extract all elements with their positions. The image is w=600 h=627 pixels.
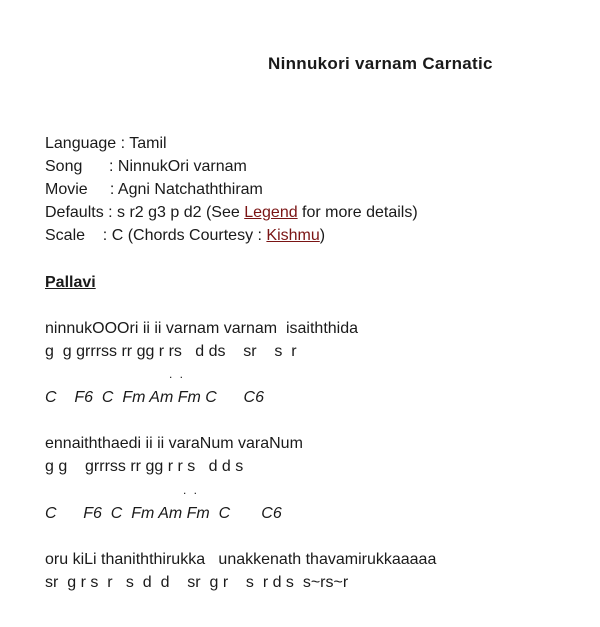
lyric-line-3: oru kiLi thaniththirukka unakkenath thavamirukkaaaaa xyxy=(45,551,437,568)
notes-line-1: g g grrrss rr gg r rs d ds sr s r xyxy=(45,343,297,360)
lyric-line-1: ninnukOOOri ii ii varnam varnam isaiththida xyxy=(45,320,359,337)
movie-line: Movie : Agni Natchaththiram xyxy=(45,181,263,198)
language-line: Language : Tamil xyxy=(45,135,167,152)
chords-line-1: C F6 C Fm Am Fm C C6 xyxy=(45,389,264,406)
scale-line xyxy=(45,226,325,246)
lyric-line-2: ennaiththaedi ii ii varaNum varaNum xyxy=(45,435,303,452)
defaults-line xyxy=(45,203,418,223)
pallavi-heading: Pallavi xyxy=(45,274,96,291)
octave-dots-1: . . xyxy=(169,367,186,381)
chords-line-2: C F6 C Fm Am Fm C C6 xyxy=(45,505,282,522)
notes-line-2: g g grrrss rr gg r r s d d s xyxy=(45,458,244,475)
song-line: Song : NinnukOri varnam xyxy=(45,158,247,175)
legend-link[interactable]: Legend xyxy=(244,204,298,221)
scale-prefix: Scale : C (Chords Courtesy : xyxy=(45,227,267,244)
octave-dots-2: . . xyxy=(183,483,200,497)
defaults-prefix: Defaults : s r2 g3 p d2 (See xyxy=(45,204,245,221)
notes-line-3: sr g r s r s d d sr g r s r d s s~rs~r xyxy=(45,574,349,591)
scale-suffix: ) xyxy=(319,227,326,244)
document-title: Ninnukori varnam Carnatic xyxy=(268,54,493,73)
defaults-suffix: for more details) xyxy=(297,204,418,221)
kishmu-link[interactable]: Kishmu xyxy=(266,227,320,244)
